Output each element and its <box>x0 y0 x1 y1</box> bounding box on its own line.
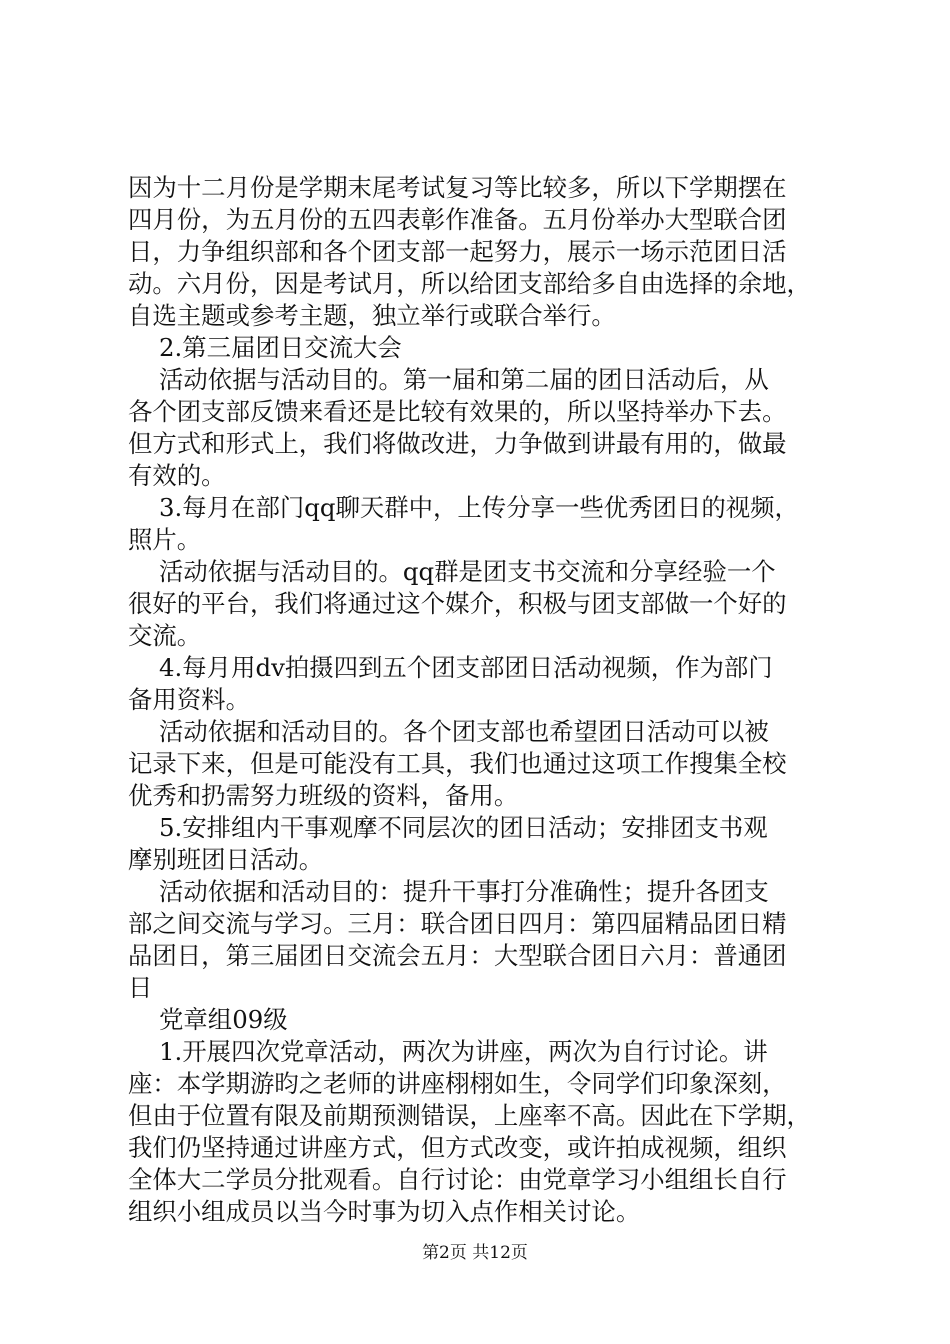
section-heading: 党章组09级 <box>128 1005 288 1034</box>
list-item: 4.每月用dv拍摄四到五个团支部团日活动视频，作为部门 <box>128 653 773 682</box>
text-line: 交流。 <box>128 621 202 650</box>
text-line: 很好的平台，我们将通过这个媒介，积极与团支部做一个好的 <box>128 589 787 618</box>
text-line: 因为十二月份是学期末尾考试复习等比较多，所以下学期摆在 <box>128 173 787 202</box>
text-line: 活动依据和活动目的：提升干事打分准确性；提升各团支 <box>128 877 769 906</box>
text-line: 活动依据和活动目的。各个团支部也希望团日活动可以被 <box>128 717 769 746</box>
text-line: 我们仍坚持通过讲座方式，但方式改变，或许拍成视频，组织 <box>128 1133 787 1162</box>
list-item: 3.每月在部门qq聊天群中，上传分享一些优秀团日的视频， <box>128 493 799 522</box>
text-line: 优秀和扔需努力班级的资料，备用。 <box>128 781 519 810</box>
text-line: 但方式和形式上，我们将做改进，力争做到讲最有用的，做最 <box>128 429 787 458</box>
text-line: 活动依据与活动目的。第一届和第二届的团日活动后，从 <box>128 365 769 394</box>
section-heading: 2.第三届团日交流大会 <box>128 333 402 362</box>
text-line: 组织小组成员以当今时事为切入点作相关讨论。 <box>128 1197 641 1226</box>
text-line: 部之间交流与学习。三月：联合团日四月：第四届精品团日精 <box>128 909 787 938</box>
text-line: 品团日，第三届团日交流会五月：大型联合团日六月：普通团 <box>128 941 787 970</box>
document-body <box>128 172 838 1228</box>
text-line: 全体大二学员分批观看。自行讨论：由党章学习小组组长自行 <box>128 1165 787 1194</box>
text-line: 摩别班团日活动。 <box>128 845 324 874</box>
text-line: 记录下来，但是可能没有工具，我们也通过这项工作搜集全校 <box>128 749 787 778</box>
text-line: 各个团支部反馈来看还是比较有效果的，所以坚持举办下去。 <box>128 397 787 426</box>
text-line: 活动依据与活动目的。qq群是团支书交流和分享经验一个 <box>128 557 776 586</box>
text-line: 备用资料。 <box>128 685 250 714</box>
text-line: 日，力争组织部和各个团支部一起努力，展示一场示范团日活 <box>128 237 787 266</box>
page-number: 第2页 共12页 <box>422 1243 528 1263</box>
text-line: 照片。 <box>128 525 202 554</box>
text-line: 动。六月份，因是考试月，所以给团支部给多自由选择的余地， <box>128 269 811 298</box>
text-line: 座：本学期游昀之老师的讲座栩栩如生，令同学们印象深刻， <box>128 1069 787 1098</box>
text-line: 日 <box>128 973 153 1002</box>
text-line: 自选主题或参考主题，独立举行或联合举行。 <box>128 301 616 330</box>
page-footer <box>0 1242 950 1264</box>
text-line: 四月份，为五月份的五四表彰作准备。五月份举办大型联合团 <box>128 205 787 234</box>
list-item: 1.开展四次党章活动，两次为讲座，两次为自行讨论。讲 <box>128 1037 768 1066</box>
text-line: 但由于位置有限及前期预测错误，上座率不高。因此在下学期， <box>128 1101 811 1130</box>
list-item: 5.安排组内干事观摩不同层次的团日活动；安排团支书观 <box>128 813 768 842</box>
text-line: 有效的。 <box>128 461 226 490</box>
